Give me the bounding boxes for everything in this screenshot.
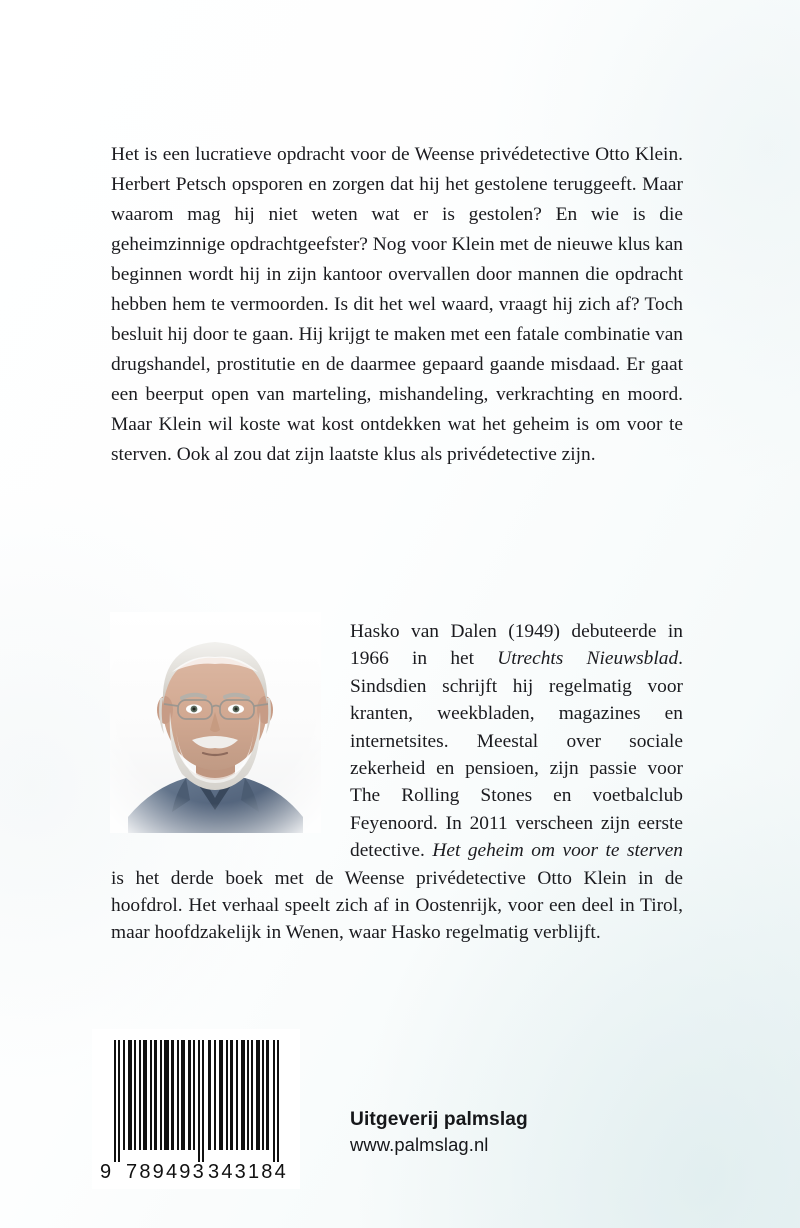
author-bio-paragraph [111, 618, 683, 947]
bio-title-het-geheim-om-voor-te-sterven: Het geheim om voor te sterven [432, 840, 683, 862]
barcode-icon [100, 1038, 292, 1185]
barcode-lead-digit: 9 [100, 1161, 112, 1183]
publisher-website-url[interactable]: www.palmslag.nl [350, 1134, 489, 1155]
blurb-paragraph: Het is een lucratieve opdracht voor de Weense privédetective Otto Klein. Herbert Petsch opsporen en zorgen dat hij het gestolene teruggeeft. Maar waarom mag hij niet weten wat er is gestolen? En wie is die geheimzinnige opdrachtgeefster? Nog voor Klein met de nieuwe klus kan beginnen wordt hij in zijn kantoor overvallen door mannen die opdracht hebben hem te vermoorden. Is dit het wel waard, vraagt hij zich af? Toch besluit hij door te gaan. Hij krijgt te maken met een fatale combinatie van drugshandel, prostitutie en de daarmee gepaard gaande misdaad. Er gaat een beerput open van marteling, mishandeling, verkrachting en moord. Maar Klein wil koste wat kost ontdekken wat het geheim is om voor te sterven. Ook al zou dat zijn laatste klus als privédetective zijn. [111, 144, 683, 465]
publisher-block [350, 1108, 528, 1157]
bio-text-part2: . Sindsdien schrijft hij regelmatig voor kranten, weekbladen, magazines en internetsites. Meestal over sociale zekerheid en pensioen, zijn passie voor The Rolling Stones en voetbalclub Feyenoord. In 2011 verscheen zijn eerste detective. [350, 648, 683, 862]
bio-title-utrechts-nieuwsblad: Utrechts Nieuwsblad [497, 648, 679, 670]
bio-text-part3: is het derde boek met de Weense privédetective Otto Klein in de hoofdrol. Het verhaal speelt zich af in Oostenrijk, voor een deel in Tirol, maar hoofdzakelijk in Wenen, waar Hasko regelmatig verblijft. [111, 867, 683, 944]
barcode-right-group: 343184 [208, 1161, 288, 1183]
bio-text-part1: Hasko van Dalen (1949) debuteerde in 1966 in het [350, 621, 683, 670]
photo-wrap-spacer [111, 618, 350, 840]
isbn-barcode [92, 1029, 300, 1189]
publisher-name: Uitgeverij palmslag [350, 1109, 528, 1130]
barcode-left-group: 789493 [126, 1161, 206, 1183]
